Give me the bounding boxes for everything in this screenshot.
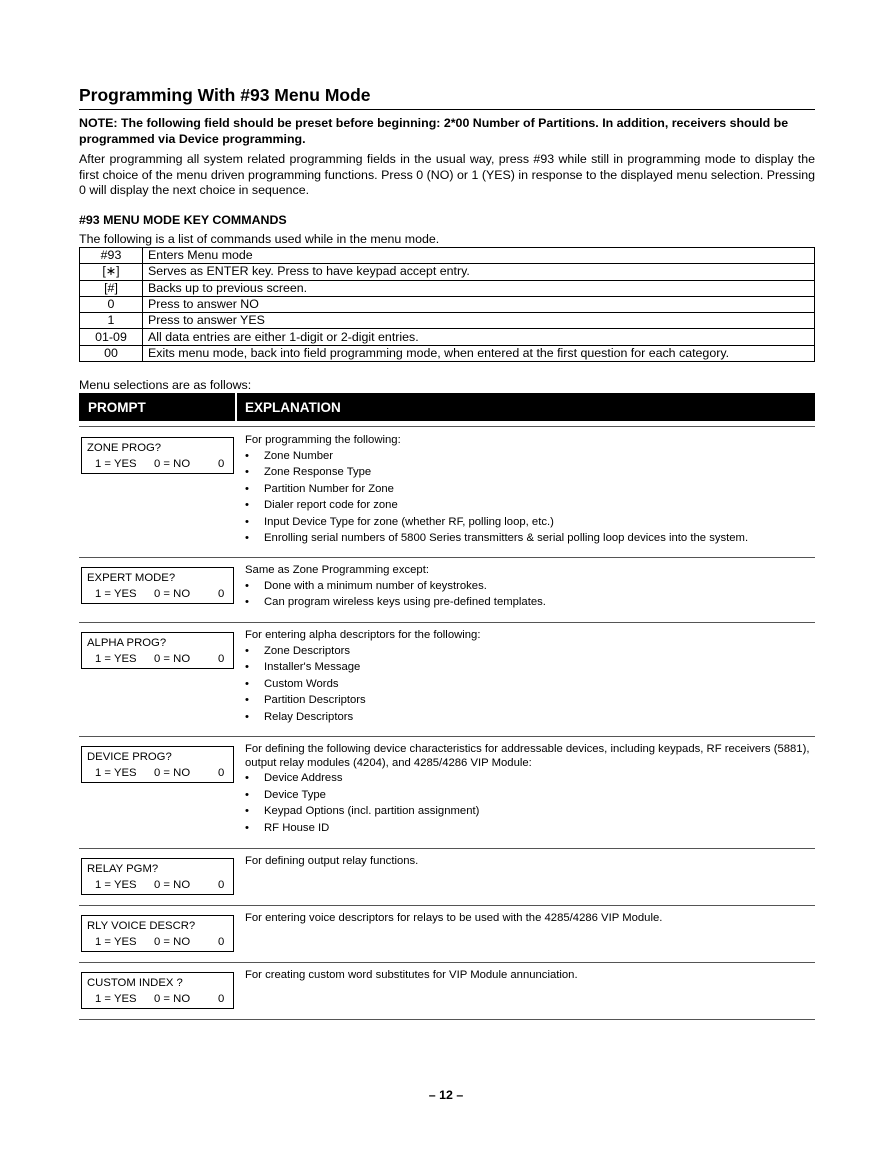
prompt-options: [95, 588, 225, 600]
key-command-key: [#]: [80, 280, 143, 296]
prompt-text: DEVICE PROG?: [87, 751, 172, 763]
row-divider: [79, 736, 815, 737]
row-divider: [79, 848, 815, 849]
no-option: 0 = NO: [154, 588, 191, 600]
prompt-explanation: [245, 743, 815, 836]
key-commands-heading: #93 MENU MODE KEY COMMANDS: [79, 213, 287, 227]
key-command-description: All data entries are either 1-digit or 2-digit entries.: [143, 329, 815, 345]
no-option: 0 = NO: [154, 993, 191, 1005]
key-command-description: Serves as ENTER key. Press to have keypad accept entry.: [143, 264, 815, 280]
no-option: 0 = NO: [154, 653, 191, 665]
prompt-value: 0: [218, 879, 225, 891]
keypad-display-prompt: [81, 915, 234, 952]
keypad-display-prompt: [81, 567, 234, 604]
key-command-row: [80, 280, 815, 296]
key-command-description: Press to answer NO: [143, 296, 815, 312]
prompt-explanation: [245, 564, 815, 611]
explanation-bullet: • Enrolling serial numbers of 5800 Series transmitters & serial polling loop devices into the system.: [245, 530, 815, 547]
prompt-explanation: [245, 434, 815, 547]
yes-option: 1 = YES: [95, 936, 137, 948]
menu-table-header: [79, 393, 815, 421]
key-command-key: 00: [80, 345, 143, 361]
key-command-key: #93: [80, 248, 143, 264]
key-command-key: 1: [80, 313, 143, 329]
explanation-bullet: • Custom Words: [245, 676, 815, 693]
explanation-bullet: • Device Address: [245, 770, 815, 787]
explanation-bullet: • Partition Number for Zone: [245, 481, 815, 498]
key-command-description: Press to answer YES: [143, 313, 815, 329]
row-divider: [79, 1019, 815, 1020]
prompt-explanation: [245, 969, 815, 983]
explanation-list: [245, 578, 815, 611]
explanation-column-header: EXPLANATION: [245, 400, 341, 415]
key-command-key: [∗]: [80, 264, 143, 280]
explanation-intro: For entering voice descriptors for relays to be used with the 4285/4286 VIP Module.: [245, 912, 663, 924]
row-divider: [79, 962, 815, 963]
prompt-explanation: [245, 912, 815, 926]
explanation-bullet: • Zone Number: [245, 448, 815, 465]
explanation-bullet: • Done with a minimum number of keystrokes.: [245, 578, 815, 595]
prompt-value: 0: [218, 936, 225, 948]
prompt-text: ALPHA PROG?: [87, 637, 167, 649]
explanation-intro: Same as Zone Programming except:: [245, 564, 429, 576]
explanation-bullet: • Input Device Type for zone (whether RF, polling loop, etc.): [245, 514, 815, 531]
explanation-list: [245, 448, 815, 547]
prompt-options: [95, 936, 225, 948]
prompt-options: [95, 767, 225, 779]
yes-option: 1 = YES: [95, 588, 137, 600]
prompt-text: RELAY PGM?: [87, 863, 159, 875]
yes-option: 1 = YES: [95, 879, 137, 891]
explanation-bullet: • Keypad Options (incl. partition assignment): [245, 803, 815, 820]
key-command-key: 0: [80, 296, 143, 312]
prompt-value: 0: [218, 588, 225, 600]
explanation-bullet: • RF House ID: [245, 820, 815, 837]
key-commands-table: [79, 247, 815, 362]
keypad-display-prompt: [81, 632, 234, 669]
explanation-intro: For defining output relay functions.: [245, 855, 419, 867]
prompt-options: [95, 458, 225, 470]
row-divider: [79, 622, 815, 623]
yes-option: 1 = YES: [95, 767, 137, 779]
intro-paragraph: After programming all system related programming fields in the usual way, press #93 while still in programming mode to display the first choice of the menu driven programming functions. Press 0 (NO) or 1 (YES) in response to the displayed menu selection. Pressing 0 will display the next choice in sequence.: [79, 152, 815, 197]
prompt-options: [95, 653, 225, 665]
page-number: – 12 –: [428, 1088, 464, 1102]
key-command-description: Exits menu mode, back into field programming mode, when entered at the first question for each category.: [143, 345, 815, 361]
key-command-row: [80, 248, 815, 264]
explanation-intro: For creating custom word substitutes for VIP Module annunciation.: [245, 969, 578, 981]
prompt-text: ZONE PROG?: [87, 442, 162, 454]
header-divider: [235, 393, 237, 421]
header-rule: [79, 426, 815, 427]
key-command-row: [80, 264, 815, 280]
prompt-value: 0: [218, 653, 225, 665]
explanation-intro: For programming the following:: [245, 434, 401, 446]
keypad-display-prompt: [81, 972, 234, 1009]
no-option: 0 = NO: [154, 767, 191, 779]
prompt-explanation: [245, 855, 815, 869]
explanation-bullet: • Relay Descriptors: [245, 709, 815, 726]
keypad-display-prompt: [81, 437, 234, 474]
key-command-row: [80, 296, 815, 312]
prompt-value: 0: [218, 458, 225, 470]
prompt-value: 0: [218, 767, 225, 779]
prompt-text: RLY VOICE DESCR?: [87, 920, 196, 932]
no-option: 0 = NO: [154, 458, 191, 470]
explanation-bullet: • Partition Descriptors: [245, 692, 815, 709]
explanation-bullet: • Zone Descriptors: [245, 643, 815, 660]
explanation-intro: For entering alpha descriptors for the following:: [245, 629, 481, 641]
key-command-row: [80, 329, 815, 345]
key-commands-lead: The following is a list of commands used while in the menu mode.: [79, 232, 440, 246]
explanation-bullet: • Can program wireless keys using pre-defined templates.: [245, 594, 815, 611]
yes-option: 1 = YES: [95, 653, 137, 665]
key-command-row: [80, 313, 815, 329]
explanation-bullet: • Installer's Message: [245, 659, 815, 676]
keypad-display-prompt: [81, 746, 234, 783]
prompt-value: 0: [218, 993, 225, 1005]
prompt-text: EXPERT MODE?: [87, 572, 176, 584]
row-divider: [79, 557, 815, 558]
no-option: 0 = NO: [154, 936, 191, 948]
prompt-text: CUSTOM INDEX ?: [87, 977, 183, 989]
key-command-description: Enters Menu mode: [143, 248, 815, 264]
key-command-row: [80, 345, 815, 361]
no-option: 0 = NO: [154, 879, 191, 891]
prompt-column-header: PROMPT: [88, 400, 146, 415]
page-title: Programming With #93 Menu Mode: [79, 85, 815, 110]
yes-option: 1 = YES: [95, 993, 137, 1005]
prompt-options: [95, 879, 225, 891]
yes-option: 1 = YES: [95, 458, 137, 470]
key-command-description: Backs up to previous screen.: [143, 280, 815, 296]
note-paragraph: NOTE: The following field should be preset before beginning: 2*00 Number of Partitions. In addition, receivers should be programmed via Device programming.: [79, 116, 789, 146]
menu-lead: Menu selections are as follows:: [79, 378, 252, 392]
prompt-explanation: [245, 629, 815, 725]
explanation-bullet: • Zone Response Type: [245, 464, 815, 481]
prompt-options: [95, 993, 225, 1005]
explanation-intro: For defining the following device characteristics for addressable devices, including keypads, RF receivers (5881), output relay modules (4204), and 4285/4286 VIP Module:: [245, 743, 810, 769]
explanation-bullet: • Dialer report code for zone: [245, 497, 815, 514]
keypad-display-prompt: [81, 858, 234, 895]
explanation-list: [245, 770, 815, 836]
explanation-list: [245, 643, 815, 726]
explanation-bullet: • Device Type: [245, 787, 815, 804]
key-command-key: 01-09: [80, 329, 143, 345]
row-divider: [79, 905, 815, 906]
